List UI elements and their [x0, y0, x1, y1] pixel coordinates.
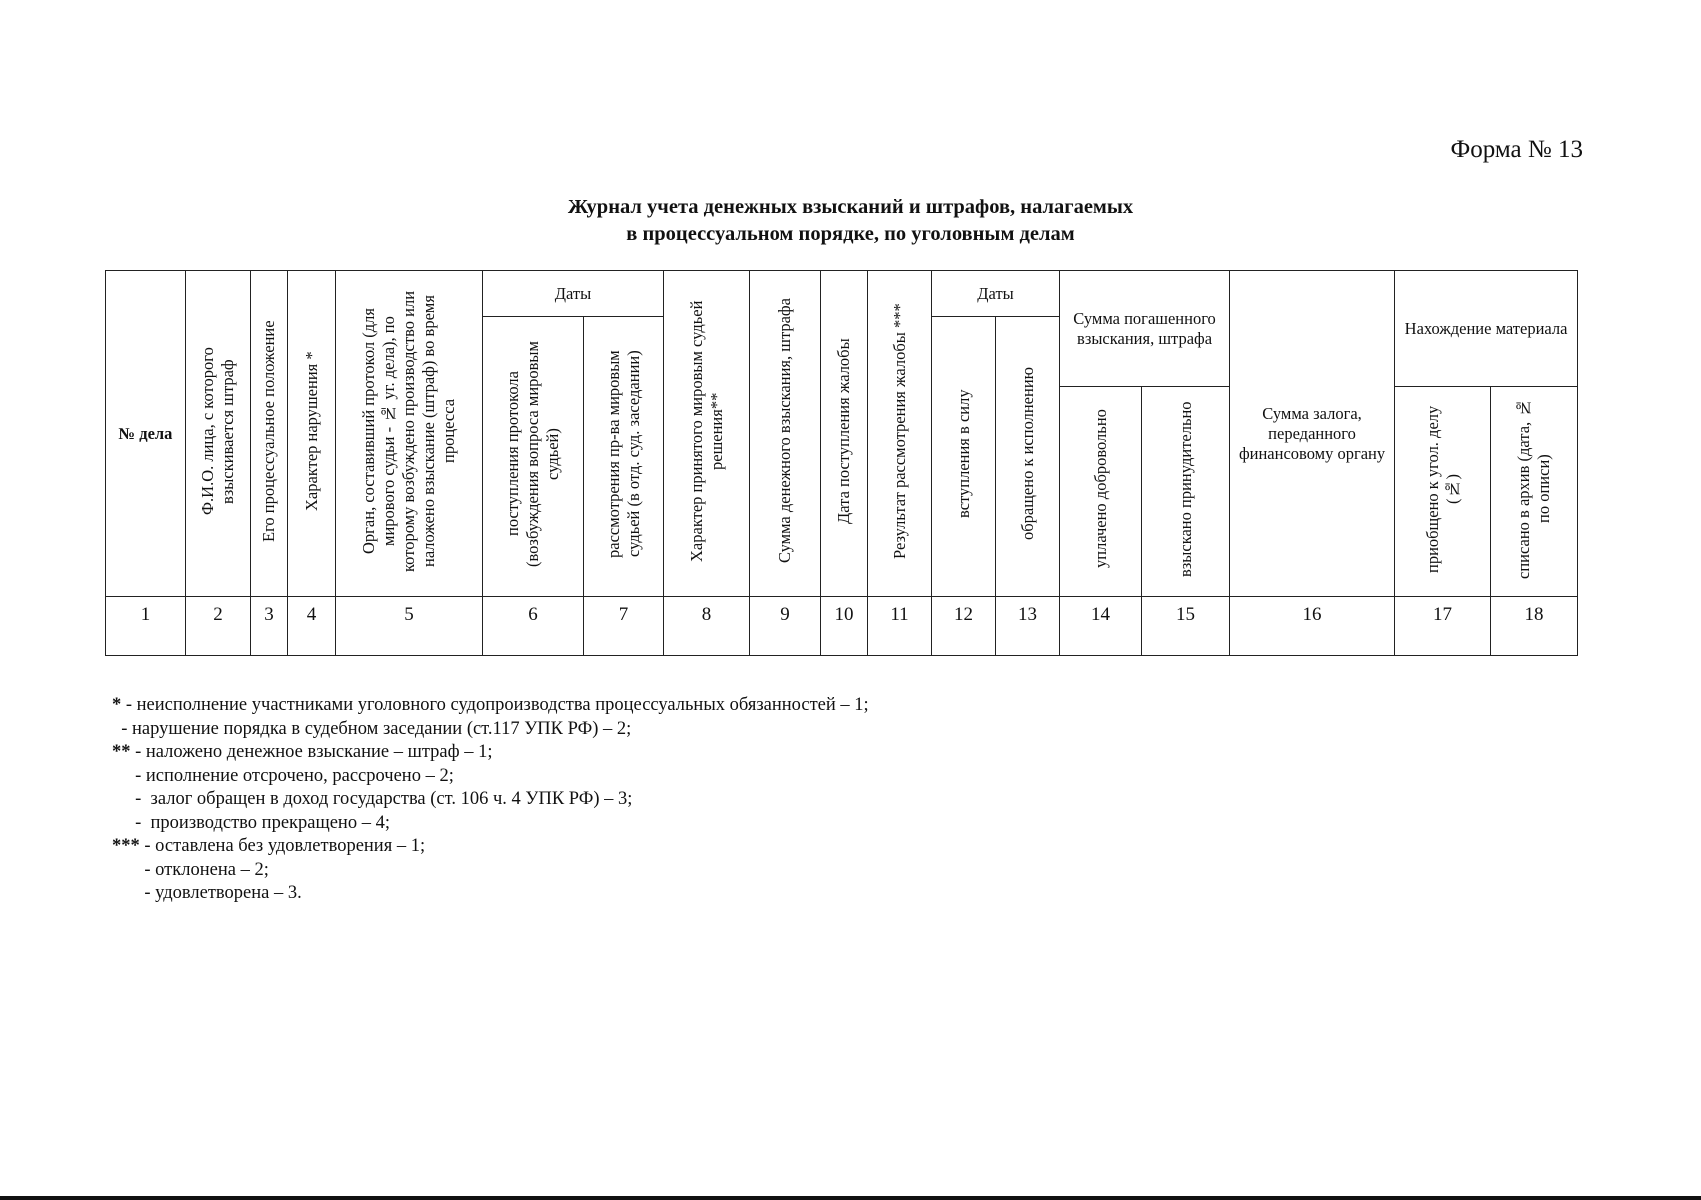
- footnote-line: * - неисполнение участниками уголовного судопроизводства процессуальных обязанностей – 1;: [112, 695, 869, 715]
- footnote-line: - производство прекращено – 4;: [135, 812, 390, 833]
- header-dates-group-2: Даты: [932, 271, 1060, 317]
- column-number: 4: [288, 597, 336, 656]
- header-penalty-amount: Сумма денежного взыскания, штрафа: [750, 271, 821, 597]
- header-case-reviewed: рассмотрения пр-ва мировым судьей (в отд. суд. заседании): [584, 317, 664, 597]
- header-appeal-date: Дата поступления жалобы: [821, 271, 868, 597]
- title-line-2: в процессуальном порядке, по уголовным делам: [626, 223, 1075, 245]
- journal-table: [105, 270, 1578, 656]
- footnote-line: ** - наложено денежное взыскание – штраф – 1;: [112, 742, 493, 762]
- header-bail-amount: Сумма залога, переданного финансовому органу: [1230, 271, 1395, 597]
- form-number: Форма № 13: [1450, 136, 1583, 163]
- footnote-line: - удовлетворена – 3.: [144, 883, 302, 903]
- header-appeal-result: Результат рассмотрения жалобы ***: [868, 271, 932, 597]
- column-number: 7: [584, 597, 664, 656]
- column-number: 18: [1491, 597, 1578, 656]
- header-material-location-group: Нахождение материала: [1395, 271, 1578, 387]
- footnote-line: *** - оставлена без удовлетворения – 1;: [112, 836, 426, 856]
- header-protocol-authority: Орган, составивший протокол (для мирового судьи - № уг. дела), по которому возбуждено производство или наложено взыскание (штраф) во время процесса: [336, 271, 483, 597]
- footnote-line: - отклонена – 2;: [144, 859, 269, 880]
- footnote-marker: **: [112, 742, 131, 762]
- column-number: 2: [186, 597, 251, 656]
- column-number: 10: [821, 597, 868, 656]
- scan-bottom-edge: [0, 1196, 1701, 1200]
- header-decision-type: Характер принятого мировым судьей решения**: [664, 271, 750, 597]
- column-number: 13: [996, 597, 1060, 656]
- header-collected-forcibly: взыскано принудительно: [1142, 387, 1230, 597]
- column-number: 8: [664, 597, 750, 656]
- footnote-marker: *: [112, 695, 122, 715]
- footnote-line: - залог обращен в доход государства (ст. 106 ч. 4 УПК РФ) – 3;: [135, 789, 633, 809]
- column-number: 17: [1395, 597, 1491, 656]
- column-number: 16: [1230, 597, 1395, 656]
- document-title: [0, 194, 1701, 248]
- column-number: 14: [1060, 597, 1142, 656]
- column-number: 1: [106, 597, 186, 656]
- header-archived: списано в архив (дата, № по описи): [1491, 387, 1578, 597]
- column-number: 9: [750, 597, 821, 656]
- header-full-name: Ф.И.О. лица, с которого взыскивается штраф: [186, 271, 251, 597]
- column-number: 6: [483, 597, 584, 656]
- header-procedural-status: Его процессуальное положение: [251, 271, 288, 597]
- column-number-row: [106, 597, 1578, 656]
- footnote-line: - нарушение порядка в судебном заседании (ст.117 УПК РФ) – 2;: [121, 718, 632, 739]
- title-line-1: Журнал учета денежных взысканий и штрафов, налагаемых: [567, 196, 1134, 218]
- header-attached-to-case: приобщено к угол. делу (№): [1395, 387, 1491, 597]
- column-number: 5: [336, 597, 483, 656]
- column-number: 15: [1142, 597, 1230, 656]
- header-protocol-received: поступления протокола (возбуждения вопроса мировым судьей): [483, 317, 584, 597]
- footnotes: [112, 694, 869, 906]
- footnote-line: - исполнение отсрочено, рассрочено – 2;: [135, 765, 454, 786]
- footnote-marker: ***: [112, 836, 140, 856]
- column-number: 11: [868, 597, 932, 656]
- header-sent-for-execution: обращено к исполнению: [996, 317, 1060, 597]
- column-number: 3: [251, 597, 288, 656]
- header-case-number: № дела: [106, 271, 186, 597]
- column-number: 12: [932, 597, 996, 656]
- header-paid-sum-group: Сумма погашенного взыскания, штрафа: [1060, 271, 1230, 387]
- header-dates-group-1: Даты: [483, 271, 664, 317]
- header-entry-into-force: вступления в силу: [932, 317, 996, 597]
- header-paid-voluntarily: уплачено добровольно: [1060, 387, 1142, 597]
- header-violation-type: Характер нарушения *: [288, 271, 336, 597]
